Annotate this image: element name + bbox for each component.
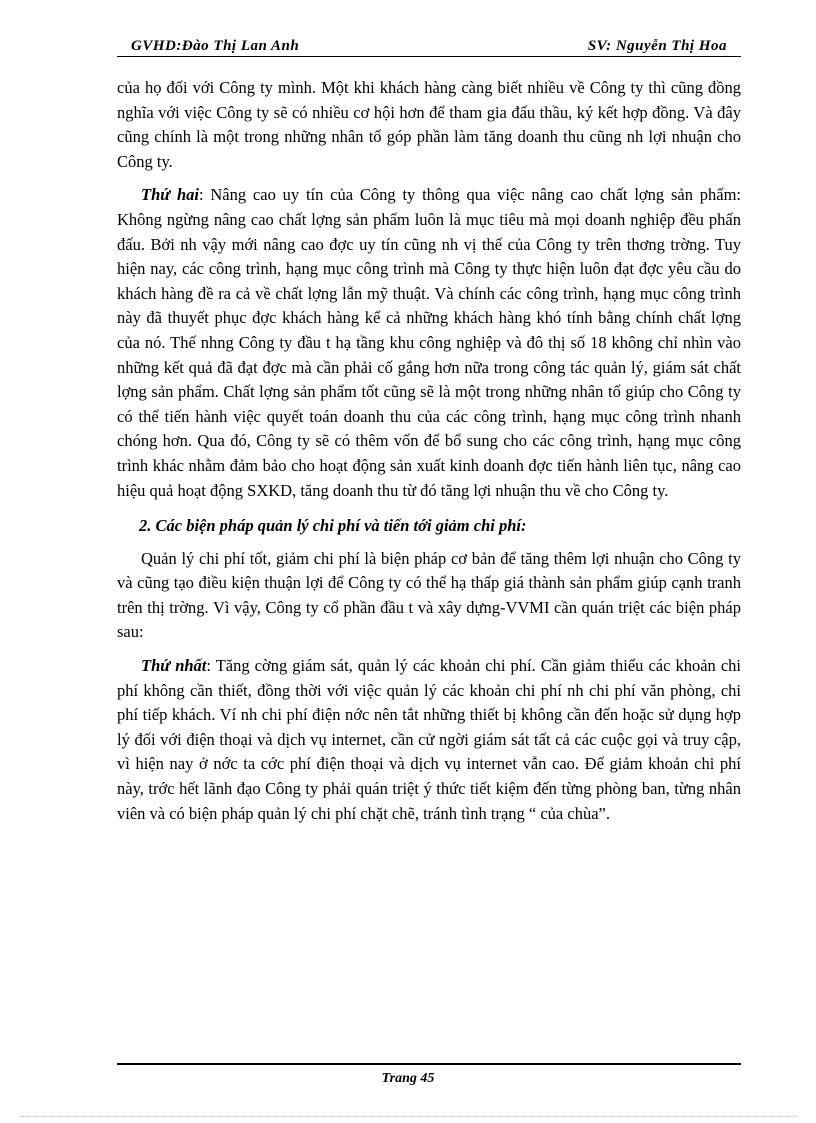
paragraph-2-lead: Thứ hai xyxy=(141,185,199,205)
paragraph-1: của họ đối với Công ty mình. Một khi khách hàng càng biết nhiều về Công ty thì cũng đồng nghĩa với việc Công ty sẽ có nhiều cơ hội hơn để tham gia đấu thầu, ký kết hợp đồng. Và đây cũng chính là một trong những nhân tố góp phần làm tăng doanh thu cũng nh lợi nhuận cho Công ty. xyxy=(117,78,741,171)
footer-divider xyxy=(117,1063,741,1065)
paragraph-4-text: : Tăng cờng giám sát, quản lý các khoản chi phí. Cần giảm thiểu các khoản chi phí không cần thiết, đồng thời với việc quản lý các khoản chi phí nh chi phí văn phòng, chi phí tiếp khách. Ví nh chi phí điện nớc nên tắt những thiết bị không cần đến hoặc sử dụng hợp lý đối với điện thoại và dịch vụ internet, cần cử ngời giám sát tất cả các cuộc gọi và truy cập, vì hiện nay ở nớc ta cớc phí điện thoại và dịch vụ internet vẫn cao. Để giảm khoản chi phí này, trớc hết lãnh đạo Công ty phải quán triệt ý thức tiết kiệm đến từng phòng ban, từng nhân viên và có biện pháp quản lý chi phí chặt chẽ, tránh tình trạng “ của chùa”. xyxy=(117,656,741,823)
header-divider xyxy=(117,56,741,57)
section-2-heading: 2. Các biện pháp quản lý chi phí và tiến tới giảm chi phí: xyxy=(139,516,527,536)
header-student: SV: Nguyễn Thị Hoa xyxy=(587,38,727,54)
document-body xyxy=(117,76,741,826)
page-header xyxy=(117,38,741,56)
page-edge-divider xyxy=(20,1116,796,1117)
paragraph-2 xyxy=(117,183,741,503)
paragraph-2-text: : Nâng cao uy tín của Công ty thông qua việc nâng cao chất lợng sản phẩm: Không ngừng nâng cao chất lợng sản phẩm luôn là mục tiêu mà mọi doanh nghiệp đều phấn đấu. Bởi nh vậy mới nâng cao đợc uy tín cũng nh vị thế của Công ty trên thơng trờng. Tuy hiện nay, các công trình, hạng mục công trình mà Công ty thực hiện luôn đạt đợc yêu cầu do khách hàng đề ra cả về chất lợng lẫn mỹ thuật. Và chính các công trình, hạng mục công trình này đã thuyết phục đợc khách hàng kể cả những khách hàng khó tính bằng chính chất lợng của nó. Thế nhng Công ty đầu t hạ tầng khu công nghiệp và đô thị số 18 không chỉ nhìn vào những kết quả đã đạt đợc mà cần phải cố gắng hơn nữa trong công tác quản lý, giám sát chất lợng sản phẩm. Chất lợng sản phẩm tốt cũng sẽ là một trong những nhân tố giúp cho Công ty có thể tiến hành việc quyết toán doanh thu của các công trình, hạng mục công trình nhanh chóng hơn. Qua đó, Công ty sẽ có thêm vốn để bổ sung cho các công trình, hạng mục công trình khác nhằm đảm bảo cho hoạt động sản xuất kinh doanh đợc tiến hành liên tục, nâng cao hiệu quả hoạt động SXKD, tăng doanh thu từ đó tăng lợi nhuận thu về cho Công ty. xyxy=(117,185,741,500)
paragraph-4-lead: Thứ nhất xyxy=(141,656,207,676)
paragraph-4 xyxy=(117,654,741,826)
paragraph-3: Quản lý chi phí tốt, giảm chi phí là biện pháp cơ bản để tăng thêm lợi nhuận cho Công ty và cũng tạo điều kiện thuận lợi để Công ty có thể hạ thấp giá thành sản phẩm giúp cạnh tranh trên thị trờng. Vì vậy, Công ty cổ phần đầu t và xây dựng-VVMI cần quán triệt các biện pháp sau: xyxy=(117,548,741,642)
page-number: Trang 45 xyxy=(381,1071,435,1086)
header-supervisor: GVHD:Đào Thị Lan Anh xyxy=(131,38,300,54)
